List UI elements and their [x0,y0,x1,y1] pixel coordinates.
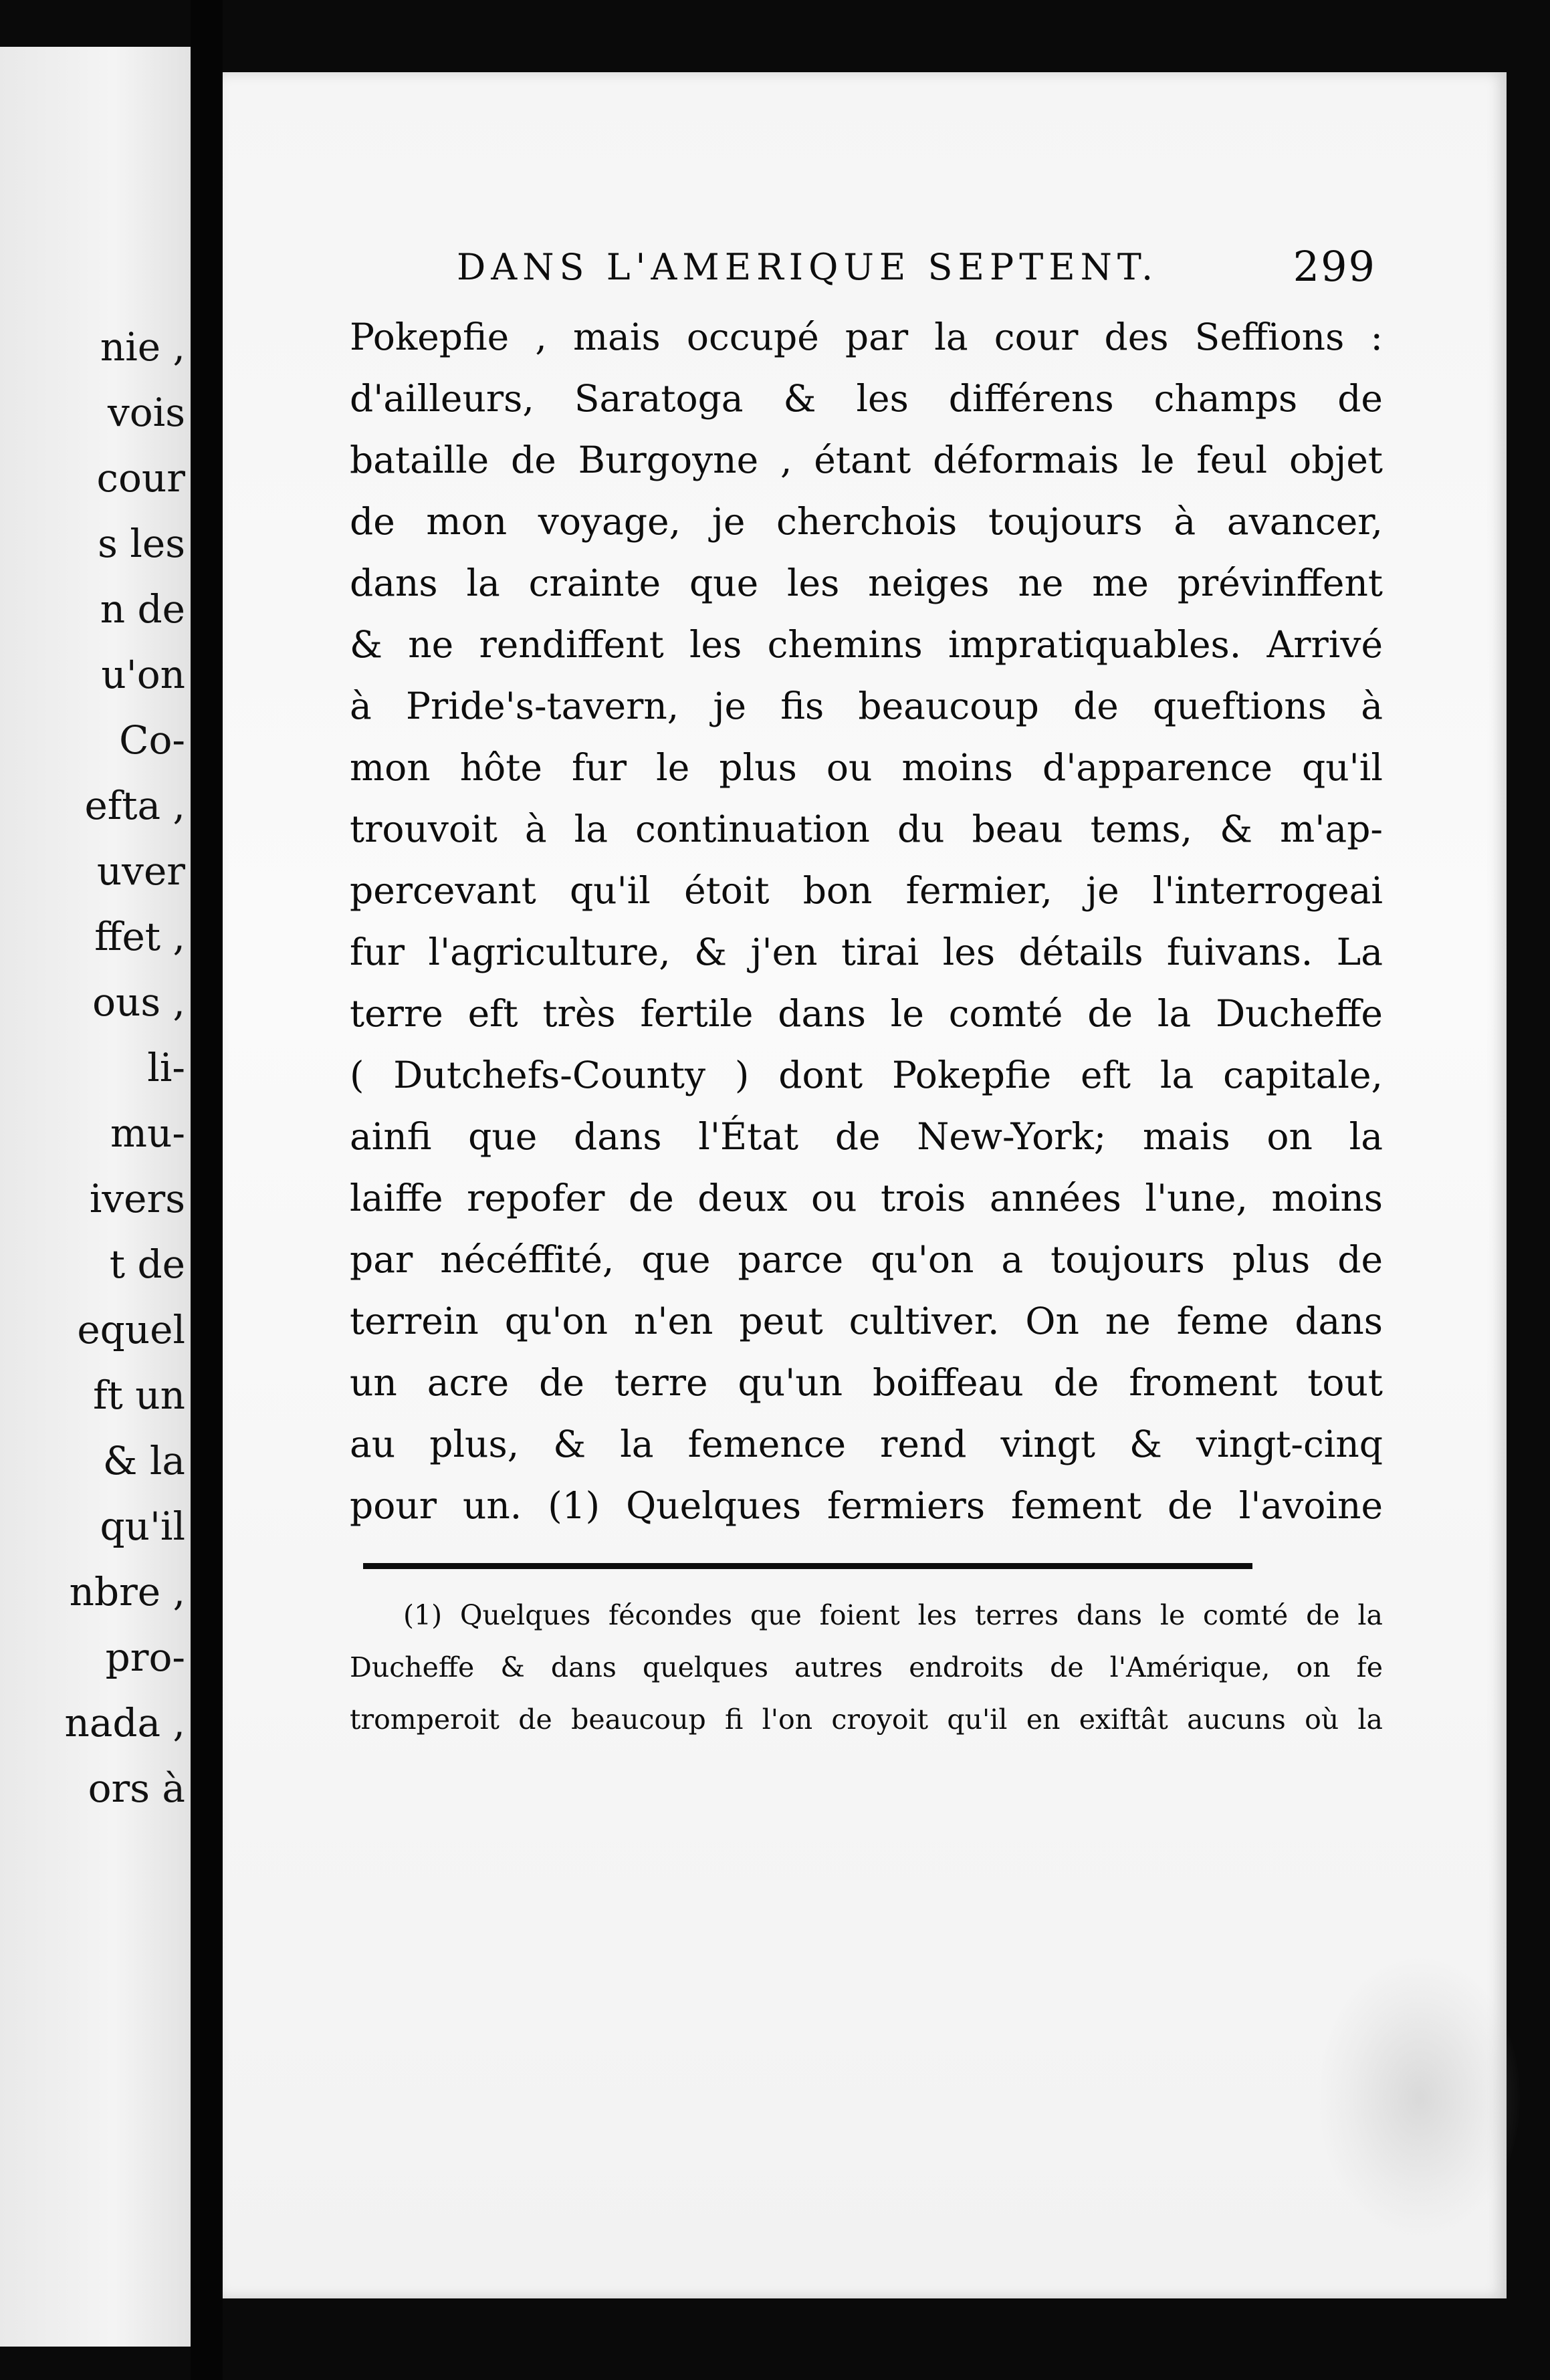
running-head-title: DANS L'AMERIQUE SEPTENT. [457,246,1159,288]
fragment-line: ous , [92,979,185,1025]
body-line: mon hôte fur le plus ou moins d'apparence qu'il [350,746,1383,789]
body-line: percevant qu'il étoit bon fermier, je l'interrogeai [350,869,1383,912]
body-line: terre eft très fertile dans le comté de la Ducheffe [350,992,1383,1035]
page-number: 299 [1293,242,1376,291]
fragment-line: qu'il [100,1504,185,1549]
footnote-rule [363,1563,1252,1569]
body-line: fur l'agriculture, & j'en tirai les détails fuivans. La [350,931,1383,973]
book-page [223,72,1507,2298]
fragment-line: nie , [100,324,185,370]
body-line: ainfi que dans l'État de New-York; mais on la [350,1115,1383,1158]
fragment-line: pro- [105,1635,185,1680]
running-head [350,233,1383,306]
paper-stain [1319,1957,1520,2238]
fragment-line: & la [102,1438,185,1483]
body-line: de mon voyage, je cherchois toujours à avancer, [350,500,1383,543]
fragment-line: ft un [93,1373,185,1418]
body-line: au plus, & la femence rend vingt & vingt-cinq [350,1423,1383,1465]
body-line: trouvoit à la continuation du beau tems, & m'ap- [350,808,1383,850]
body-line: Pokepfie , mais occupé par la cour des Seffions : [350,316,1383,358]
page-text-block [350,233,1383,1746]
body-line: laiffe repofer de deux ou trois années l'une, moins [350,1177,1383,1219]
fragment-line: nbre , [69,1569,185,1615]
body-line: à Pride's-tavern, je fis beaucoup de queftions à [350,685,1383,727]
body-line: terrein qu'on n'en peut cultiver. On ne feme dans [350,1300,1383,1342]
book-gutter [191,0,223,2380]
fragment-line: uver [96,848,185,894]
body-text [350,306,1383,1536]
body-line: ( Dutchefs-County ) dont Pokepfie eft la capitale, [350,1054,1383,1096]
fragment-line: n de [100,586,185,632]
body-line: bataille de Burgoyne , étant déformais le feul objet [350,439,1383,481]
fragment-line: ivers [89,1176,185,1221]
fragment-line: Co- [119,717,185,763]
fragment-line: t de [109,1241,185,1287]
fragment-line: efta , [84,783,185,828]
fragment-line: u'on [101,652,185,697]
fragment-line: mu- [110,1110,185,1156]
body-line: & ne rendiffent les chemins impratiquables. Arrivé [350,623,1383,666]
body-line: un acre de terre qu'un boiffeau de froment tout [350,1361,1383,1404]
facing-page-text-fragments [64,314,185,1821]
fragment-line: ors à [88,1766,185,1811]
footnote-line: Ducheffe & dans quelques autres endroits de l'Amérique, on fe [350,1651,1383,1683]
fragment-line: li- [147,1045,185,1090]
fragment-line: vois [108,390,185,435]
fragment-line: cour [96,455,185,501]
fragment-line: equel [77,1307,185,1352]
footnote-line: (1) Quelques fécondes que foient les terres dans le comté de la [403,1599,1383,1631]
fragment-line: nada , [64,1700,185,1746]
fragment-line: s les [98,521,185,566]
body-line: pour un. (1) Quelques fermiers fement de l'avoine [350,1484,1383,1527]
footnote-line: tromperoit de beaucoup fi l'on croyoit qu'il en exiftât aucuns où la [350,1703,1383,1736]
fragment-line: ffet , [94,914,185,959]
body-line: dans la crainte que les neiges ne me prévinffent [350,562,1383,604]
body-line: par nécéffité, que parce qu'on a toujours plus de [350,1238,1383,1281]
footnote [350,1589,1383,1746]
facing-page-left [0,47,191,2347]
body-line: d'ailleurs, Saratoga & les différens champs de [350,377,1383,420]
